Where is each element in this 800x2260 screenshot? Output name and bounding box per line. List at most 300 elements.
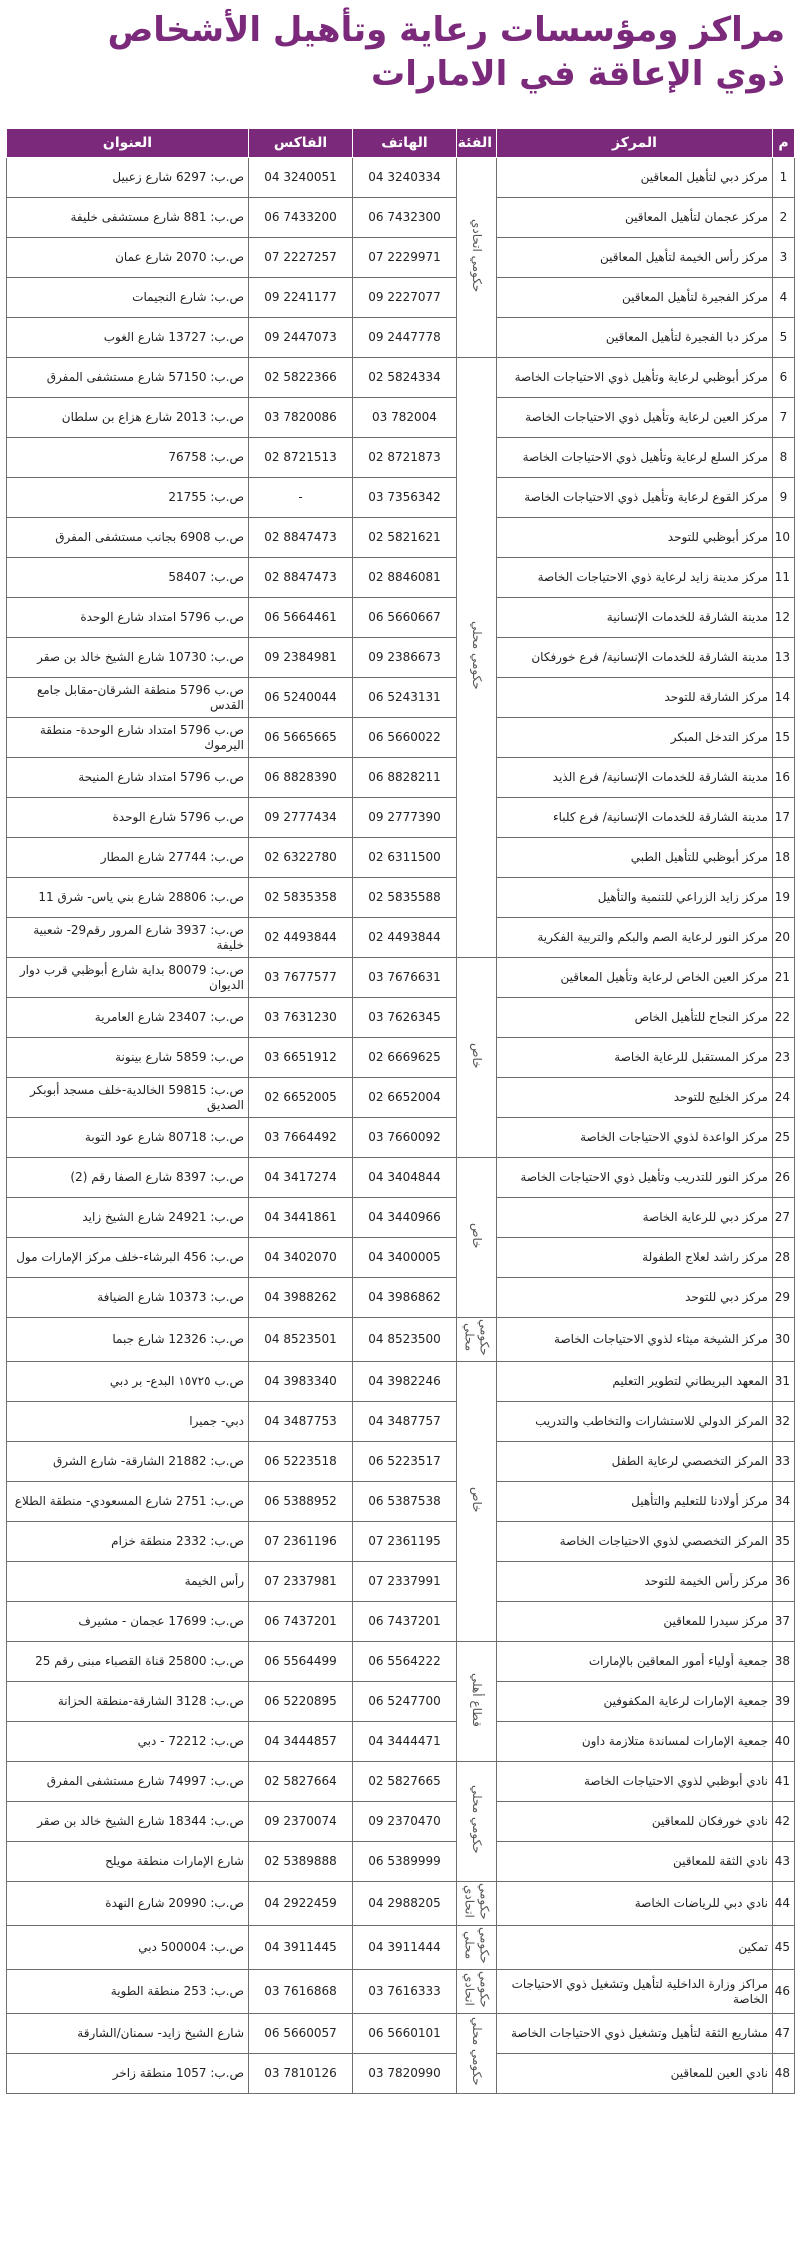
phone-number: 03 7676631 (353, 958, 457, 998)
table-row (7, 158, 795, 198)
table-row (7, 2014, 795, 2054)
address: شارع الإمارات منطقة مويلح (7, 1842, 249, 1882)
address: ص.ب: 3128 الشارقة-منطقة الحزانة (7, 1682, 249, 1722)
category-cell (457, 1158, 497, 1318)
table-row (7, 1482, 795, 1522)
center-name: مركز مدينة زايد لرعاية ذوي الاحتياجات الخاصة (497, 558, 773, 598)
phone-number: 06 5564222 (353, 1642, 457, 1682)
row-number: 16 (773, 758, 795, 798)
address: شارع الشيخ زايد- سمنان/الشارقة (7, 2014, 249, 2054)
fax-number: 02 8721513 (249, 438, 353, 478)
phone-number: 03 7820990 (353, 2054, 457, 2094)
row-number: 1 (773, 158, 795, 198)
phone-number: 06 8828211 (353, 758, 457, 798)
fax-number: 06 5564499 (249, 1642, 353, 1682)
center-name: المركز التخصصي لذوي الاحتياجات الخاصة (497, 1522, 773, 1562)
fax-number: 03 7677577 (249, 958, 353, 998)
center-name: المركز التخصصي لرعاية الطفل (497, 1442, 773, 1482)
centers-table (6, 128, 795, 2094)
phone-number: 04 3444471 (353, 1722, 457, 1762)
address: ص.ب: 20990 شارع النهدة (7, 1882, 249, 1926)
fax-number: 02 6322780 (249, 838, 353, 878)
address: ص.ب: 72212 - دبي (7, 1722, 249, 1762)
fax-number: 02 5389888 (249, 1842, 353, 1882)
address: دبي- جميرا (7, 1402, 249, 1442)
fax-number: 02 8847473 (249, 518, 353, 558)
address: ص.ب ١٥٧٢٥ البدع- بر دبي (7, 1362, 249, 1402)
row-number: 32 (773, 1402, 795, 1442)
phone-number: 04 3487757 (353, 1402, 457, 1442)
address: ص.ب: 456 البرشاء-خلف مركز الإمارات مول (7, 1238, 249, 1278)
address: ص.ب 5796 امتداد شارع الوحدة- منطقة اليرموك (7, 718, 249, 758)
center-name: مدينة الشارقة للخدمات الإنسانية/ فرع كلباء (497, 798, 773, 838)
phone-number: 02 6652004 (353, 1078, 457, 1118)
center-name: مركز العين لرعاية وتأهيل ذوي الاحتياجات الخاصة (497, 398, 773, 438)
row-number: 46 (773, 1970, 795, 2014)
row-number: 21 (773, 958, 795, 998)
phone-number: 07 2229971 (353, 238, 457, 278)
table-row (7, 2054, 795, 2094)
address: ص.ب: 8397 شارع الصفا رقم (2) (7, 1158, 249, 1198)
address: ص.ب: شارع النجيمات (7, 278, 249, 318)
table-row (7, 518, 795, 558)
center-name: مركز دبي للتوحد (497, 1278, 773, 1318)
header-address: العنوان (7, 129, 249, 158)
header-center: المركز (497, 129, 773, 158)
center-name: مركز زايد الزراعي للتنمية والتأهيل (497, 878, 773, 918)
fax-number: 04 2922459 (249, 1882, 353, 1926)
fax-number: 03 7820086 (249, 398, 353, 438)
table-row (7, 918, 795, 958)
center-name: نادي الثقة للمعاقين (497, 1842, 773, 1882)
category-label: خاص (470, 1042, 484, 1069)
address: ص.ب: 253 منطقة الطوية (7, 1970, 249, 2014)
phone-number: 09 2447778 (353, 318, 457, 358)
address: ص.ب: 500004 دبي (7, 1926, 249, 1970)
fax-number: 06 7437201 (249, 1602, 353, 1642)
phone-number: 09 2386673 (353, 638, 457, 678)
fax-number: 06 5664461 (249, 598, 353, 638)
address: ص.ب 5796 امتداد شارع المنيحة (7, 758, 249, 798)
center-name: مدينة الشارقة للخدمات الإنسانية (497, 598, 773, 638)
table-row (7, 798, 795, 838)
row-number: 14 (773, 678, 795, 718)
phone-number: 03 7626345 (353, 998, 457, 1038)
row-number: 37 (773, 1602, 795, 1642)
address: ص.ب: 76758 (7, 438, 249, 478)
table-row (7, 1522, 795, 1562)
row-number: 17 (773, 798, 795, 838)
phone-number: 09 2227077 (353, 278, 457, 318)
table-row (7, 1602, 795, 1642)
row-number: 5 (773, 318, 795, 358)
address: ص.ب: 24921 شارع الشيخ زايد (7, 1198, 249, 1238)
address: ص.ب: 17699 عجمان - مشيرف (7, 1602, 249, 1642)
table-row (7, 1318, 795, 1362)
phone-number: 06 5660667 (353, 598, 457, 638)
page-title (15, 8, 785, 96)
table-row (7, 278, 795, 318)
phone-number: 04 3986862 (353, 1278, 457, 1318)
address: ص.ب: 57150 شارع مستشفى المفرق (7, 358, 249, 398)
address: ص.ب: 6297 شارع زعبيل (7, 158, 249, 198)
center-name: المركز الدولي للاستشارات والتخاطب والتدريب (497, 1402, 773, 1442)
fax-number: 04 3487753 (249, 1402, 353, 1442)
fax-number: 06 8828390 (249, 758, 353, 798)
category-label: حكومي اتحادي (462, 1883, 492, 1920)
category-cell (457, 1318, 497, 1362)
address: ص.ب: 23407 شارع العامرية (7, 998, 249, 1038)
table-row (7, 1038, 795, 1078)
fax-number: 04 3417274 (249, 1158, 353, 1198)
center-name: مركز دبي للرعاية الخاصة (497, 1198, 773, 1238)
address: رأس الخيمة (7, 1562, 249, 1602)
table-row (7, 998, 795, 1038)
address: ص.ب: 74997 شارع مستشفى المفرق (7, 1762, 249, 1802)
center-name: مركز الواعدة لذوي الاحتياجات الخاصة (497, 1118, 773, 1158)
row-number: 24 (773, 1078, 795, 1118)
row-number: 20 (773, 918, 795, 958)
fax-number: 07 2337981 (249, 1562, 353, 1602)
address: ص.ب: 21882 الشارقة- شارع الشرق (7, 1442, 249, 1482)
row-number: 22 (773, 998, 795, 1038)
row-number: 19 (773, 878, 795, 918)
table-row (7, 1562, 795, 1602)
address: ص.ب: 5859 شارع بينونة (7, 1038, 249, 1078)
category-label: حكومي اتحادي (462, 1971, 492, 2008)
address: ص.ب: 80079 بداية شارع أبوظبي قرب دوار الديوان (7, 958, 249, 998)
center-name: مركز التدخل المبكر (497, 718, 773, 758)
phone-number: 06 5387538 (353, 1482, 457, 1522)
category-cell (457, 1882, 497, 1926)
address: ص.ب: 21755 (7, 478, 249, 518)
fax-number: 04 3444857 (249, 1722, 353, 1762)
table-row (7, 398, 795, 438)
phone-number: 06 5660022 (353, 718, 457, 758)
phone-number: 02 5835588 (353, 878, 457, 918)
table-row (7, 838, 795, 878)
phone-number: 02 5824334 (353, 358, 457, 398)
table-row (7, 1402, 795, 1442)
row-number: 3 (773, 238, 795, 278)
center-name: مركز النور للتدريب وتأهيل ذوي الاحتياجات الخاصة (497, 1158, 773, 1198)
phone-number: 04 3240334 (353, 158, 457, 198)
fax-number: 03 7631230 (249, 998, 353, 1038)
table-row (7, 638, 795, 678)
address: ص.ب: 12326 شارع جبما (7, 1318, 249, 1362)
fax-number: 06 5220895 (249, 1682, 353, 1722)
row-number: 42 (773, 1802, 795, 1842)
fax-number: 09 2241177 (249, 278, 353, 318)
phone-number: 09 2370470 (353, 1802, 457, 1842)
category-label: حكومي محلي (462, 1927, 492, 1964)
row-number: 36 (773, 1562, 795, 1602)
phone-number: 06 5223517 (353, 1442, 457, 1482)
center-name: مركز رأس الخيمة للتوحد (497, 1562, 773, 1602)
table-row (7, 198, 795, 238)
category-cell (457, 1762, 497, 1882)
phone-number: 03 7616333 (353, 1970, 457, 2014)
fax-number: 07 2227257 (249, 238, 353, 278)
fax-number: 03 7664492 (249, 1118, 353, 1158)
address: ص.ب: 2332 منطقة خزام (7, 1522, 249, 1562)
center-name: مدينة الشارقة للخدمات الإنسانية/ فرع خورفكان (497, 638, 773, 678)
center-name: مركز راشد لعلاج الطفولة (497, 1238, 773, 1278)
phone-number: 04 8523500 (353, 1318, 457, 1362)
fax-number: 02 8847473 (249, 558, 353, 598)
fax-number: 06 5388952 (249, 1482, 353, 1522)
address: ص.ب: 3937 شارع المرور رقم29- شعبية خليفة (7, 918, 249, 958)
center-name: مركز عجمان لتأهيل المعاقين (497, 198, 773, 238)
phone-number: 04 3911444 (353, 1926, 457, 1970)
table-row (7, 1238, 795, 1278)
category-cell (457, 1362, 497, 1642)
phone-number: 02 5821621 (353, 518, 457, 558)
center-name: مركز أبوظبي لرعاية وتأهيل ذوي الاحتياجات الخاصة (497, 358, 773, 398)
phone-number: 04 3440966 (353, 1198, 457, 1238)
fax-number: 06 5665665 (249, 718, 353, 758)
address: ص.ب: 10373 شارع الضيافة (7, 1278, 249, 1318)
center-name: مركز الفجيرة لتأهيل المعاقين (497, 278, 773, 318)
row-number: 18 (773, 838, 795, 878)
row-number: 44 (773, 1882, 795, 1926)
table-row (7, 1682, 795, 1722)
phone-number: 03 782004 (353, 398, 457, 438)
fax-number: 07 2361196 (249, 1522, 353, 1562)
center-name: مركز سيدرا للمعاقين (497, 1602, 773, 1642)
center-name: مركز دبي لتأهيل المعاقين (497, 158, 773, 198)
table-row (7, 1642, 795, 1682)
phone-number: 04 3982246 (353, 1362, 457, 1402)
header-category: الفئة (457, 129, 497, 158)
row-number: 40 (773, 1722, 795, 1762)
phone-number: 07 2361195 (353, 1522, 457, 1562)
row-number: 23 (773, 1038, 795, 1078)
row-number: 27 (773, 1198, 795, 1238)
row-number: 8 (773, 438, 795, 478)
address: ص.ب: 27744 شارع المطار (7, 838, 249, 878)
center-name: نادي دبي للرياضات الخاصة (497, 1882, 773, 1926)
row-number: 13 (773, 638, 795, 678)
row-number: 2 (773, 198, 795, 238)
table-row (7, 318, 795, 358)
center-name: مركز الشيخة ميثاء لذوي الاحتياجات الخاصة (497, 1318, 773, 1362)
category-cell (457, 958, 497, 1158)
fax-number: 09 2384981 (249, 638, 353, 678)
center-name: نادي العين للمعاقين (497, 2054, 773, 2094)
category-label: حكومي محلي (470, 621, 484, 690)
table-row (7, 1926, 795, 1970)
row-number: 25 (773, 1118, 795, 1158)
phone-number: 07 2337991 (353, 1562, 457, 1602)
category-cell (457, 1970, 497, 2014)
row-number: 47 (773, 2014, 795, 2054)
category-label: حكومي محلي (462, 1319, 492, 1356)
table-row (7, 1118, 795, 1158)
address: ص.ب: 25800 قناة القصباء مبنى رقم 25 (7, 1642, 249, 1682)
phone-number: 02 4493844 (353, 918, 457, 958)
table-header-row (7, 129, 795, 158)
center-name: مركز دبا الفجيرة لتأهيل المعاقين (497, 318, 773, 358)
table-row (7, 478, 795, 518)
category-cell (457, 2014, 497, 2094)
table-body (7, 158, 795, 2094)
table-row (7, 1842, 795, 1882)
center-name: مركز الشارقة للتوحد (497, 678, 773, 718)
fax-number: 06 5660057 (249, 2014, 353, 2054)
row-number: 12 (773, 598, 795, 638)
phone-number: 03 7356342 (353, 478, 457, 518)
phone-number: 04 3400005 (353, 1238, 457, 1278)
table-row (7, 718, 795, 758)
phone-number: 04 2988205 (353, 1882, 457, 1926)
category-label: حكومي محلي (470, 2017, 484, 2086)
fax-number: 09 2447073 (249, 318, 353, 358)
row-number: 43 (773, 1842, 795, 1882)
category-label: خاص (470, 1486, 484, 1513)
row-number: 10 (773, 518, 795, 558)
row-number: 28 (773, 1238, 795, 1278)
fax-number: 09 2370074 (249, 1802, 353, 1842)
phone-number: 06 5389999 (353, 1842, 457, 1882)
row-number: 35 (773, 1522, 795, 1562)
row-number: 6 (773, 358, 795, 398)
title-line-2: ذوي الإعاقة في الامارات (371, 54, 785, 94)
center-name: مركز النجاح للتأهيل الخاص (497, 998, 773, 1038)
address: ص.ب: 59815 الخالدية-خلف مسجد أبوبكر الصديق (7, 1078, 249, 1118)
center-name: جمعية الإمارات لمساندة متلازمة داون (497, 1722, 773, 1762)
table-row (7, 958, 795, 998)
table-row (7, 678, 795, 718)
fax-number: 03 7810126 (249, 2054, 353, 2094)
address: ص.ب: 2013 شارع هزاع بن سلطان (7, 398, 249, 438)
center-name: مراكز وزارة الداخلية لتأهيل وتشغيل ذوي الاحتياجات الخاصة (497, 1970, 773, 2014)
table-row (7, 438, 795, 478)
row-number: 41 (773, 1762, 795, 1802)
row-number: 7 (773, 398, 795, 438)
row-number: 4 (773, 278, 795, 318)
row-number: 34 (773, 1482, 795, 1522)
fax-number: 06 5223518 (249, 1442, 353, 1482)
fax-number: 02 4493844 (249, 918, 353, 958)
table-row (7, 1362, 795, 1402)
center-name: جمعية الإمارات لرعاية المكفوفين (497, 1682, 773, 1722)
fax-number: 06 5240044 (249, 678, 353, 718)
header-num: م (773, 129, 795, 158)
table-row (7, 1078, 795, 1118)
address: ص.ب: 10730 شارع الشيخ خالد بن صقر (7, 638, 249, 678)
phone-number: 06 5243131 (353, 678, 457, 718)
address: ص.ب 6908 بجانب مستشفى المفرق (7, 518, 249, 558)
center-name: مدينة الشارقة للخدمات الإنسانية/ فرع الذيد (497, 758, 773, 798)
center-name: مركز القوع لرعاية وتأهيل ذوي الاحتياجات الخاصة (497, 478, 773, 518)
address: ص.ب: 13727 شارع الغوب (7, 318, 249, 358)
fax-number: 04 3983340 (249, 1362, 353, 1402)
table-row (7, 758, 795, 798)
phone-number: 09 2777390 (353, 798, 457, 838)
table-row (7, 878, 795, 918)
phone-number: 02 6311500 (353, 838, 457, 878)
center-name: مركز الخليج للتوحد (497, 1078, 773, 1118)
address: ص.ب: 18344 شارع الشيخ خالد بن صقر (7, 1802, 249, 1842)
row-number: 15 (773, 718, 795, 758)
center-name: جمعية أولياء أمور المعاقين بالإمارات (497, 1642, 773, 1682)
row-number: 26 (773, 1158, 795, 1198)
phone-number: 03 7660092 (353, 1118, 457, 1158)
table-row (7, 1882, 795, 1926)
address: ص.ب: 58407 (7, 558, 249, 598)
table-row (7, 1970, 795, 2014)
table-row (7, 1802, 795, 1842)
fax-number: 03 6651912 (249, 1038, 353, 1078)
fax-number: 02 5835358 (249, 878, 353, 918)
phone-number: 06 7432300 (353, 198, 457, 238)
fax-number: 04 3240051 (249, 158, 353, 198)
row-number: 31 (773, 1362, 795, 1402)
fax-number: 02 5822366 (249, 358, 353, 398)
header-fax: الفاكس (249, 129, 353, 158)
row-number: 39 (773, 1682, 795, 1722)
center-name: مركز رأس الخيمة لتأهيل المعاقين (497, 238, 773, 278)
category-label: حكومي محلي (470, 1785, 484, 1854)
category-cell (457, 158, 497, 358)
table-row (7, 238, 795, 278)
phone-number: 02 6669625 (353, 1038, 457, 1078)
phone-number: 02 5827665 (353, 1762, 457, 1802)
phone-number: 02 8721873 (353, 438, 457, 478)
table-row (7, 1278, 795, 1318)
center-name: نادي أبوظبي لذوي الاحتياجات الخاصة (497, 1762, 773, 1802)
fax-number: 04 8523501 (249, 1318, 353, 1362)
title-line-1: مراكز ومؤسسات رعاية وتأهيل الأشخاص (107, 10, 785, 50)
fax-number: 03 7616868 (249, 1970, 353, 2014)
table-row (7, 558, 795, 598)
center-name: مركز النور لرعاية الصم والبكم والتربية الفكرية (497, 918, 773, 958)
address: ص.ب: 2751 شارع المسعودي- منطقة الطلاع (7, 1482, 249, 1522)
row-number: 30 (773, 1318, 795, 1362)
address: ص.ب 5796 منطقة الشرقان-مقابل جامع القدس (7, 678, 249, 718)
row-number: 33 (773, 1442, 795, 1482)
fax-number: 04 3441861 (249, 1198, 353, 1238)
phone-number: 02 8846081 (353, 558, 457, 598)
address: ص.ب: 80718 شارع عود التوبة (7, 1118, 249, 1158)
fax-number: 04 3988262 (249, 1278, 353, 1318)
row-number: 29 (773, 1278, 795, 1318)
center-name: مركز السلع لرعاية وتأهيل ذوي الاحتياجات الخاصة (497, 438, 773, 478)
address: ص.ب: 1057 منطقة زاخر (7, 2054, 249, 2094)
category-cell (457, 1926, 497, 1970)
address: ص.ب 5796 شارع الوحدة (7, 798, 249, 838)
center-name: المعهد البريطاني لتطوير التعليم (497, 1362, 773, 1402)
phone-number: 06 5660101 (353, 2014, 457, 2054)
category-label: خاص (470, 1222, 484, 1249)
row-number: 48 (773, 2054, 795, 2094)
row-number: 11 (773, 558, 795, 598)
row-number: 9 (773, 478, 795, 518)
center-name: مركز أبوظبي للتأهيل الطبي (497, 838, 773, 878)
table-row (7, 1158, 795, 1198)
fax-number: 06 7433200 (249, 198, 353, 238)
center-name: مركز المستقبل للرعاية الخاصة (497, 1038, 773, 1078)
center-name: مركز أولادنا للتعليم والتأهيل (497, 1482, 773, 1522)
category-cell (457, 358, 497, 958)
fax-number: 09 2777434 (249, 798, 353, 838)
category-label: قطاع أهلي (470, 1672, 484, 1727)
category-label: حكومي اتحادي (470, 218, 484, 293)
category-cell (457, 1642, 497, 1762)
center-name: نادي خورفكان للمعاقين (497, 1802, 773, 1842)
address: ص.ب 5796 امتداد شارع الوحدة (7, 598, 249, 638)
